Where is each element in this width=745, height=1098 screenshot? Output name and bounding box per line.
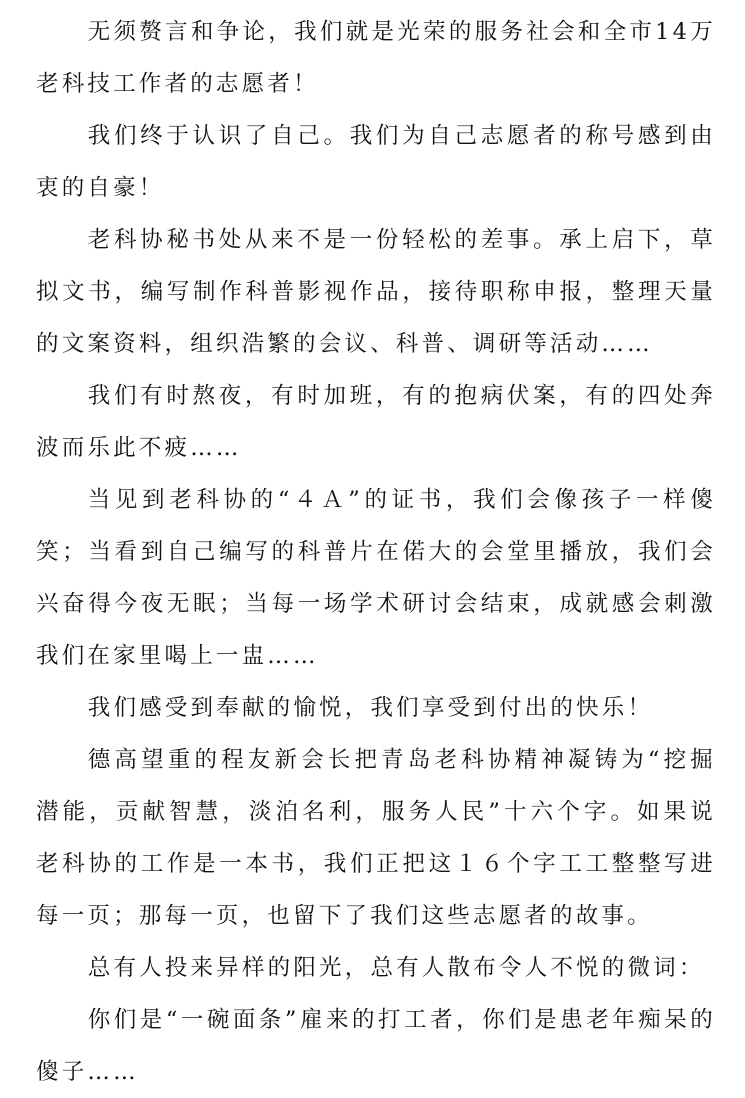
paragraph-2: 我们终于认识了自己。我们为自己志愿者的称号感到由衷的自豪！ <box>36 123 716 201</box>
paragraph-7: 德高望重的程友新会长把青岛老科协精神凝铸为“挖掘潜能，贡献智慧，淡泊名利，服务人民”十六个字。如果说老科协的工作是一本书，我们正把这１６个字工工整整写进每一页；那每一页，也留下了我们这些志愿者的故事。 <box>36 747 716 929</box>
paragraph-4: 我们有时熬夜，有时加班，有的抱病伏案，有的四处奔波而乐此不疲…… <box>36 383 716 461</box>
paragraph-9: 你们是“一碗面条”雇来的打工者，你们是患老年痴呆的傻子…… <box>36 1007 716 1085</box>
paragraph-5: 当见到老科协的“４Ａ”的证书，我们会像孩子一样傻笑；当看到自己编写的科普片在偌大的会堂里播放，我们会兴奋得今夜无眠；当每一场学术研讨会结束，成就感会刺激我们在家里喝上一盅…… <box>36 487 716 669</box>
paragraph-3: 老科协秘书处从来不是一份轻松的差事。承上启下，草拟文书，编写制作科普影视作品，接待职称申报，整理天量的文案资料，组织浩繁的会议、科普、调研等活动…… <box>36 227 716 357</box>
paragraph-1: 无须赘言和争论，我们就是光荣的服务社会和全市14万老科技工作者的志愿者！ <box>36 19 716 97</box>
paragraph-8: 总有人投来异样的阳光，总有人散布令人不悦的微词： <box>87 955 705 981</box>
document-page <box>36 6 716 1085</box>
paragraph-6: 我们感受到奉献的愉悦，我们享受到付出的快乐！ <box>87 695 654 721</box>
